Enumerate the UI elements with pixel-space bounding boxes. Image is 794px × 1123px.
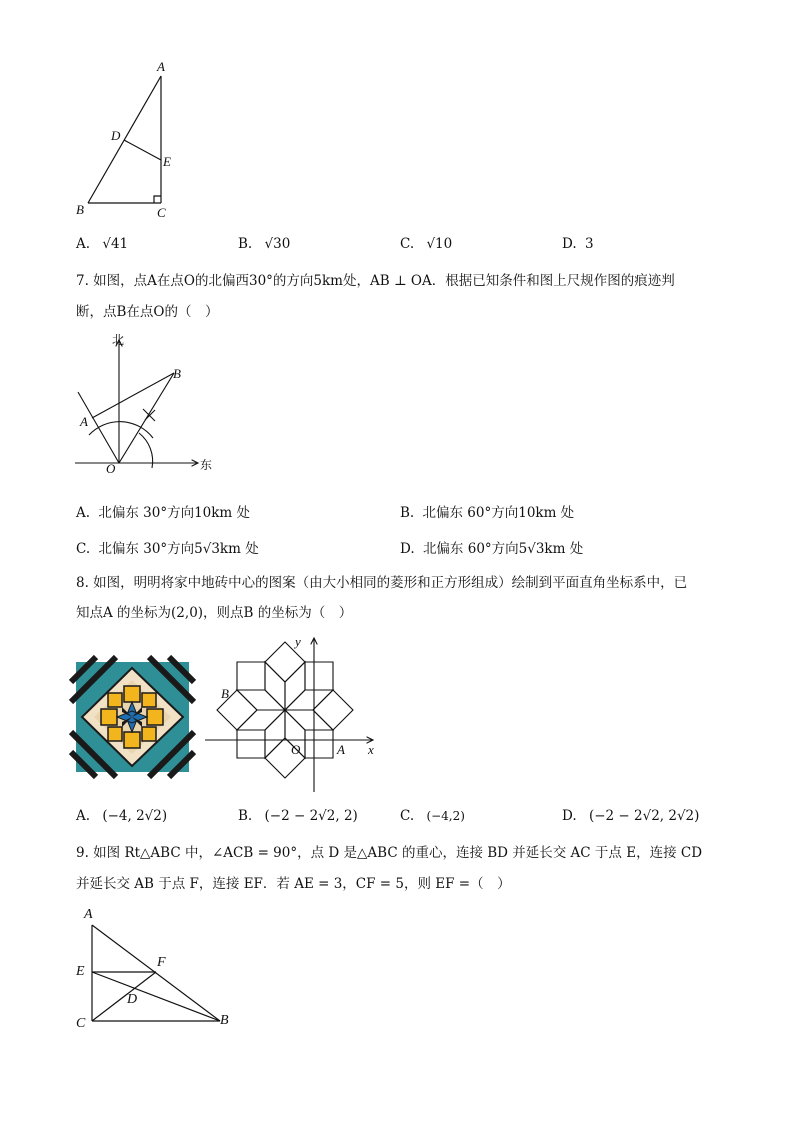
option-text: √41 bbox=[102, 236, 129, 252]
fig9-label-b: B bbox=[220, 1013, 229, 1028]
q9-figure bbox=[85, 915, 235, 1030]
q6-option-d[interactable] bbox=[562, 236, 594, 252]
fig9-label-c: C bbox=[76, 1016, 86, 1031]
fig9-label-a: A bbox=[84, 907, 93, 922]
q6-option-b[interactable] bbox=[238, 236, 290, 252]
option-text: (−4,2) bbox=[426, 809, 465, 823]
fig8-label-y: y bbox=[295, 634, 301, 649]
option-text: 北偏东 60°方向5√3km 处 bbox=[422, 541, 584, 557]
option-letter: D. bbox=[400, 541, 415, 557]
fig7-label-b: B bbox=[173, 366, 181, 381]
q8-option-b[interactable] bbox=[238, 808, 358, 824]
q9-stem-line2: 并延长交 AB 于点 F，连接 EF．若 AE = 3，CF = 5，则 EF =（ ） bbox=[76, 876, 511, 892]
segment-ab bbox=[88, 76, 161, 203]
option-letter: D. bbox=[562, 236, 577, 252]
fig7-label-east: 东 bbox=[200, 458, 213, 472]
fig6-label-d: D bbox=[111, 128, 121, 143]
option-letter: A. bbox=[76, 808, 91, 824]
option-letter: A. bbox=[76, 505, 91, 521]
q6-figure bbox=[70, 58, 190, 223]
fig7-label-o: O bbox=[106, 461, 116, 476]
q8-stem-line1: 8. 如图，明明将家中地砖中心的图案（由大小相同的菱形和正方形组成）绘制到平面直角坐标系中，已 bbox=[76, 575, 688, 591]
fig9-label-d: D bbox=[127, 992, 138, 1007]
right-angle-mark bbox=[154, 196, 161, 203]
fig6-label-b: B bbox=[76, 202, 84, 217]
option-letter: D. bbox=[562, 808, 577, 824]
q7-stem-line2: 断，点B在点O的（ ） bbox=[76, 304, 219, 320]
floor-tile-photo bbox=[76, 662, 189, 772]
q6-option-a[interactable] bbox=[76, 236, 128, 252]
fig8-label-x: x bbox=[368, 742, 374, 757]
q7-option-b[interactable] bbox=[400, 501, 574, 521]
q7-option-c[interactable] bbox=[76, 537, 259, 557]
option-text: √10 bbox=[426, 236, 453, 252]
fig9-label-e: E bbox=[76, 964, 85, 979]
segment-cf bbox=[92, 972, 156, 1021]
fig8-label-o: O bbox=[291, 742, 301, 757]
option-text: 北偏东 60°方向10km 处 bbox=[422, 505, 575, 521]
fig7-label-north: 北 bbox=[112, 333, 125, 347]
option-text: 北偏东 30°方向10km 处 bbox=[98, 505, 251, 521]
option-letter: B. bbox=[400, 505, 415, 521]
arc-mark-1 bbox=[143, 409, 155, 421]
option-letter: C. bbox=[76, 541, 91, 557]
q6-option-c[interactable] bbox=[400, 236, 452, 252]
rhombus-group bbox=[237, 662, 333, 758]
option-letter: B. bbox=[238, 808, 253, 824]
fig7-label-a: A bbox=[80, 414, 88, 429]
option-letter: A. bbox=[76, 236, 91, 252]
fig8-label-b: B bbox=[221, 686, 229, 701]
q7-option-d[interactable] bbox=[400, 537, 583, 557]
segment-be bbox=[92, 972, 220, 1021]
fig6-label-a: A bbox=[157, 59, 165, 74]
q8-option-c[interactable] bbox=[400, 808, 465, 824]
q8-coordinate-figure bbox=[205, 632, 385, 797]
option-text: 北偏东 30°方向5√3km 处 bbox=[98, 541, 259, 557]
option-letter: B. bbox=[238, 236, 253, 252]
q8-option-a[interactable] bbox=[76, 808, 167, 824]
q7-option-a[interactable] bbox=[76, 501, 250, 521]
q8-option-d[interactable] bbox=[562, 808, 699, 824]
option-text: (−2 − 2√2, 2√2) bbox=[588, 808, 700, 824]
fig8-label-a: A bbox=[337, 742, 345, 757]
q9-stem-line1: 9. 如图 Rt△ABC 中，∠ACB = 90°，点 D 是△ABC 的重心，连接 BD 并延长交 AC 于点 E，连接 CD bbox=[76, 845, 703, 861]
segment-ab bbox=[92, 373, 174, 418]
option-letter: C. bbox=[400, 808, 415, 824]
option-letter: C. bbox=[400, 236, 415, 252]
option-text: √30 bbox=[264, 236, 291, 252]
option-text: (−2 − 2√2, 2) bbox=[264, 808, 358, 824]
q7-stem-line1: 7. 如图，点A在点O的北偏西30°的方向5km处，AB ⊥ OA．根据已知条件和图上尺规作图的痕迹判 bbox=[76, 273, 675, 289]
fig6-label-c: C bbox=[157, 205, 166, 220]
option-text: 3 bbox=[584, 236, 594, 252]
fig9-label-f: F bbox=[157, 955, 166, 970]
segment-de bbox=[124, 140, 161, 160]
fig6-label-e: E bbox=[163, 154, 171, 169]
option-text: (−4, 2√2) bbox=[102, 808, 168, 824]
q8-stem-line2: 知点A 的坐标为(2,0)，则点B 的坐标为（ ） bbox=[76, 605, 353, 621]
